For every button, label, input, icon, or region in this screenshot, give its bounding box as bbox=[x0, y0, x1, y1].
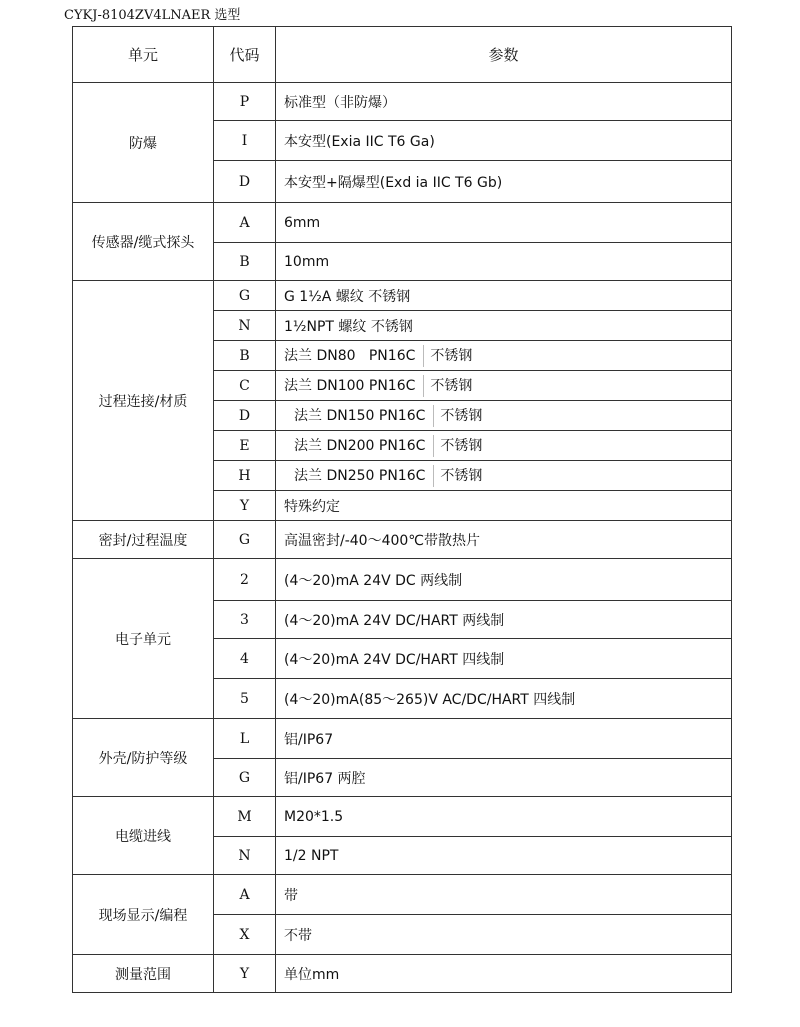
column-separator bbox=[433, 405, 434, 427]
param-text: G 1½A 螺纹 不锈钢 bbox=[284, 288, 411, 305]
table-row bbox=[73, 281, 732, 311]
param-text: 标准型（非防爆） bbox=[284, 94, 396, 111]
param-cell bbox=[276, 601, 732, 639]
param-cell bbox=[276, 639, 732, 679]
code-cell: L bbox=[214, 719, 276, 759]
code-cell: D bbox=[214, 401, 276, 431]
param-cell bbox=[276, 679, 732, 719]
param-text: 本安型(Exia IIC T6 Ga) bbox=[284, 133, 435, 150]
param-cell bbox=[276, 759, 732, 797]
code-cell: G bbox=[214, 521, 276, 559]
param-text: 10mm bbox=[284, 253, 330, 270]
param-text: (4～20)mA 24V DC/HART 两线制 bbox=[284, 612, 505, 629]
param-cell bbox=[276, 341, 732, 371]
param-text: (4～20)mA(85～265)V AC/DC/HART 四线制 bbox=[284, 691, 576, 708]
unit-label: 现场显示/编程 bbox=[98, 907, 188, 924]
param-cell bbox=[276, 797, 732, 837]
table-row bbox=[73, 83, 732, 121]
unit-label: 外壳/防护等级 bbox=[98, 750, 188, 767]
column-separator bbox=[433, 435, 434, 457]
param-cell bbox=[276, 203, 732, 243]
param-cell bbox=[276, 371, 732, 401]
param-cell bbox=[276, 461, 732, 491]
param-text: 法兰 DN80 PN16C bbox=[284, 347, 416, 364]
table-row bbox=[73, 797, 732, 837]
param-text: 本安型+隔爆型(Exd ia IIC T6 Gb) bbox=[284, 174, 503, 191]
param-cell bbox=[276, 521, 732, 559]
param-cell bbox=[276, 161, 732, 203]
table-row bbox=[73, 521, 732, 559]
selection-table bbox=[72, 26, 732, 993]
param-cell bbox=[276, 955, 732, 993]
unit-label: 电缆进线 bbox=[115, 828, 171, 845]
param-cell bbox=[276, 311, 732, 341]
table-row bbox=[73, 875, 732, 915]
table-row bbox=[73, 559, 732, 601]
code-cell: Y bbox=[214, 955, 276, 993]
param-cell bbox=[276, 121, 732, 161]
material-text: 不锈钢 bbox=[440, 407, 483, 424]
table-row bbox=[73, 719, 732, 759]
code-cell: N bbox=[214, 837, 276, 875]
param-text: 6mm bbox=[284, 214, 321, 231]
code-cell: Y bbox=[214, 491, 276, 521]
unit-cell bbox=[73, 203, 214, 281]
param-text: 单位mm bbox=[284, 966, 340, 983]
param-cell bbox=[276, 401, 732, 431]
header-code: 代码 bbox=[214, 27, 276, 83]
code-cell: C bbox=[214, 371, 276, 401]
table-row bbox=[73, 955, 732, 993]
code-cell: G bbox=[214, 759, 276, 797]
param-cell bbox=[276, 243, 732, 281]
table-header-row bbox=[73, 27, 732, 83]
param-cell bbox=[276, 83, 732, 121]
param-cell bbox=[276, 837, 732, 875]
param-cell bbox=[276, 915, 732, 955]
table-row bbox=[73, 203, 732, 243]
unit-label: 电子单元 bbox=[115, 631, 171, 648]
column-separator bbox=[423, 345, 424, 367]
param-text: 1/2 NPT bbox=[284, 847, 339, 864]
param-cell bbox=[276, 559, 732, 601]
param-text: 法兰 DN150 PN16C bbox=[294, 407, 426, 424]
param-text: 法兰 DN250 PN16C bbox=[294, 467, 426, 484]
code-cell: 3 bbox=[214, 601, 276, 639]
unit-cell bbox=[73, 83, 214, 203]
unit-label: 密封/过程温度 bbox=[98, 532, 188, 549]
param-text: (4～20)mA 24V DC/HART 四线制 bbox=[284, 651, 505, 668]
unit-cell bbox=[73, 955, 214, 993]
code-cell: 2 bbox=[214, 559, 276, 601]
unit-label: 传感器/缆式探头 bbox=[91, 234, 195, 251]
param-text: M20*1.5 bbox=[284, 808, 344, 825]
header-param: 参数 bbox=[276, 27, 732, 83]
code-cell: E bbox=[214, 431, 276, 461]
param-text: 铝/IP67 两腔 bbox=[284, 770, 366, 787]
code-cell: D bbox=[214, 161, 276, 203]
param-text: 铝/IP67 bbox=[284, 731, 334, 748]
column-separator bbox=[433, 465, 434, 487]
unit-cell bbox=[73, 559, 214, 719]
unit-label: 防爆 bbox=[129, 135, 157, 152]
unit-label: 过程连接/材质 bbox=[98, 393, 188, 410]
code-cell: I bbox=[214, 121, 276, 161]
code-cell: B bbox=[214, 243, 276, 281]
param-cell bbox=[276, 875, 732, 915]
column-separator bbox=[423, 375, 424, 397]
table-body bbox=[73, 83, 732, 993]
material-text: 不锈钢 bbox=[430, 347, 473, 364]
unit-cell bbox=[73, 875, 214, 955]
code-cell: 4 bbox=[214, 639, 276, 679]
param-text: 法兰 DN200 PN16C bbox=[294, 437, 426, 454]
param-cell bbox=[276, 281, 732, 311]
material-text: 不锈钢 bbox=[430, 377, 473, 394]
param-text: 法兰 DN100 PN16C bbox=[284, 377, 416, 394]
param-cell bbox=[276, 719, 732, 759]
code-cell: N bbox=[214, 311, 276, 341]
code-cell: M bbox=[214, 797, 276, 837]
param-cell bbox=[276, 431, 732, 461]
code-cell: P bbox=[214, 83, 276, 121]
page-title: CYKJ-8104ZV4LNAER 选型 bbox=[64, 8, 241, 23]
param-text: 带 bbox=[284, 887, 298, 904]
param-cell bbox=[276, 491, 732, 521]
param-text: 1½NPT 螺纹 不锈钢 bbox=[284, 318, 413, 335]
code-cell: G bbox=[214, 281, 276, 311]
code-cell: 5 bbox=[214, 679, 276, 719]
param-text: (4～20)mA 24V DC 两线制 bbox=[284, 572, 463, 589]
header-unit: 单元 bbox=[73, 27, 214, 83]
param-text: 高温密封/-40～400℃带散热片 bbox=[284, 532, 481, 549]
code-cell: H bbox=[214, 461, 276, 491]
material-text: 不锈钢 bbox=[440, 467, 483, 484]
material-text: 不锈钢 bbox=[440, 437, 483, 454]
code-cell: A bbox=[214, 875, 276, 915]
unit-cell bbox=[73, 797, 214, 875]
unit-cell bbox=[73, 281, 214, 521]
code-cell: B bbox=[214, 341, 276, 371]
code-cell: A bbox=[214, 203, 276, 243]
param-text: 特殊约定 bbox=[284, 498, 340, 515]
unit-cell bbox=[73, 719, 214, 797]
unit-label: 测量范围 bbox=[115, 966, 171, 983]
code-cell: X bbox=[214, 915, 276, 955]
param-text: 不带 bbox=[284, 927, 312, 944]
unit-cell bbox=[73, 521, 214, 559]
